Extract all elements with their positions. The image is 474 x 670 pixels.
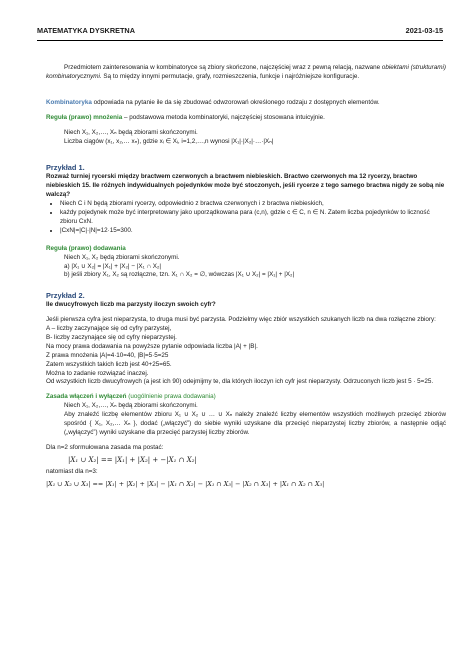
zasada-n3-formula: |X₁ ∪ X₂ ∪ X₃| == |X₁| + |X₂| + |X₃| − |X₁ ∩ X₂| − |X₁ ∩ X₃| − |X₂ ∩ X₃| + |X₁ ∩ X₂ ∩ X₃| <box>46 479 325 488</box>
solution-line: Jeśli pierwsza cyfra jest nieparzysta, to druga musi być parzysta. Podzielmy więc zbiór wszystkich szukanych liczb na dwa rozłączne zbiory: <box>46 316 436 324</box>
przyklad2-question: Ile dwucyfrowych liczb ma parzysty iloczyn swoich cyfr? <box>46 301 216 309</box>
zasada-heading <box>46 393 446 402</box>
intro-text-end: Są to między innymi permutacje, grafy, rozmieszczenia, funkcje i najróżniejsze konfiguracje. <box>101 72 360 80</box>
kombinatoryka-text: odpowiada na pytanie ile da się zbudować odwzorowań określonego rodzaju z dostępnych elementów. <box>91 98 380 106</box>
mnozenie-line1: Niech X₁, X₂,…, Xₙ będą zbiorami skończonymi. <box>64 128 198 136</box>
mnozenie-text: – podstawowa metoda kombinatoryki, najczęściej stosowana intuicyjnie. <box>122 113 325 121</box>
page-header <box>37 26 443 41</box>
mnozenie-term: Reguła (prawo) mnożenia <box>46 113 123 121</box>
solution-line: A – liczby zaczynające się od cyfry parzystej, <box>46 325 172 333</box>
zasada-n2-formula: |X₁ ∪ X₂| == |X₁| + |X₂| + −|X₁ ∩ X₂| <box>68 455 197 464</box>
document-body <box>46 64 446 489</box>
przyklad2-title: Przykład 2. <box>46 291 85 301</box>
kombinatoryka-term: Kombinatoryka <box>46 98 92 106</box>
solution-line: Od wszystkich liczb dwucyfrowych (a jest ich 90) odejmijmy te, dla których iloczyn ich cyfr jest nieparzysty. Odrzuconych liczb jest 5 · 5=25. <box>46 378 434 386</box>
intro-paragraph <box>46 64 446 82</box>
list-item: • Niech C i N będą zbiorami rycerzy, odpowiednio z bractwa czerwonych i z bractwa niebieskich, <box>60 200 446 209</box>
header-title: MATEMATYKA DYSKRETNA <box>37 26 135 35</box>
przyklad1-title: Przykład 1. <box>46 163 85 173</box>
przyklad1-bullets <box>46 200 446 236</box>
zasada-n2-label: Dla n=2 sformułowana zasada ma postać: <box>46 443 164 451</box>
mnozenie-rule <box>46 114 446 123</box>
intro-italic: obiektami (strukturami) kombinatorycznymi. <box>46 64 446 80</box>
list-item: • każdy pojedynek może być interpretowany jako uporządkowana para (c,n), gdzie c ∈ C, n ∈ N. Zatem liczba pojedynków to liczność zbioru CxN. <box>60 209 446 227</box>
zasada-line1: Niech X₁, X₂,…, Xₙ będą zbiorami skończonymi. <box>64 402 198 410</box>
intro-text: Przedmiotem zainteresowania w kombinatoryce są zbiory skończone, najczęściej wraz z pewną relacją, nazwane <box>64 64 382 71</box>
mnozenie-line2: Liczba ciągów (x₁, x₂,… xₙ), gdzie xᵢ ∈ Xᵢ, i=1,2,…,n wynosi |X₁|·|X₂|·…·|Xₙ| <box>64 137 274 145</box>
zasada-note: (uogólnienie prawa dodawania) <box>126 393 216 401</box>
dodawanie-line3: b) jeśli zbiory X₁, X₂ są rozłączne, tzn. X₁ ∩ X₂ = ∅, wówczas |X₁ ∪ X₂| = |X₁| + |X₂| <box>64 271 295 279</box>
dodawanie-line1: Niech X₁, X₂ będą zbiorami skończonymi. <box>64 253 180 261</box>
dodawanie-line2: a) |X₁ ∪ X₂| = |X₁| + |X₂| − |X₁ ∩ X₂| <box>64 262 162 270</box>
przyklad2-solution <box>46 316 446 387</box>
dodawanie-term: Reguła (prawo) dodawania <box>46 244 126 252</box>
kombinatoryka-paragraph <box>46 99 446 108</box>
przyklad1-question: Rozważ turniej rycerski między bractwem czerwonych a bractwem niebieskich. Bractwo czerwonych ma 12 rycerzy, bractwo niebieskich 15. Ile różnych indywidualnych pojedynków może być stoczonych, jeśli rycerze z tego samego bractwa nigdy ze sobą nie walczą? <box>46 173 445 199</box>
solution-line: Zatem wszystkich takich liczb jest 40+25=65. <box>46 360 172 368</box>
solution-line: Można to zadanie rozwiązać inaczej. <box>46 369 149 377</box>
list-item: • |CxN|=|C|·|N|=12·15=300. <box>60 227 446 236</box>
header-date: 2021-03-15 <box>405 26 443 35</box>
zasada-term: Zasada włączeń i wyłączeń <box>46 393 127 401</box>
zasada-line2: Aby znaleźć liczbę elementów zbioru X₁ ∪ X₂ ∪ … ∪ Xₙ należy znaleźć liczby elementów wszystkich możliwych przecięć zbiorów spośród { X₁, X₂,… Xₙ }, dodać („włączyć”) do siebie wyniki uzyskane dla przecięć nieparzystej liczby zbiorów, a następnie odjąć („wyłączyć”) wyniki uzyskane dla przecięć parzystej liczby zbiorów. <box>64 411 446 436</box>
solution-line: Na mocy prawa dodawania na powyższe pytanie odpowiada liczba |A| + |B|. <box>46 342 258 350</box>
zasada-n3-label: natomiast dla n=3: <box>46 467 98 475</box>
solution-line: Z prawa mnożenia |A|=4·10=40, |B|=5·5=25 <box>46 351 169 359</box>
solution-line: B- liczby zaczynające się od cyfry nieparzystej. <box>46 333 177 341</box>
